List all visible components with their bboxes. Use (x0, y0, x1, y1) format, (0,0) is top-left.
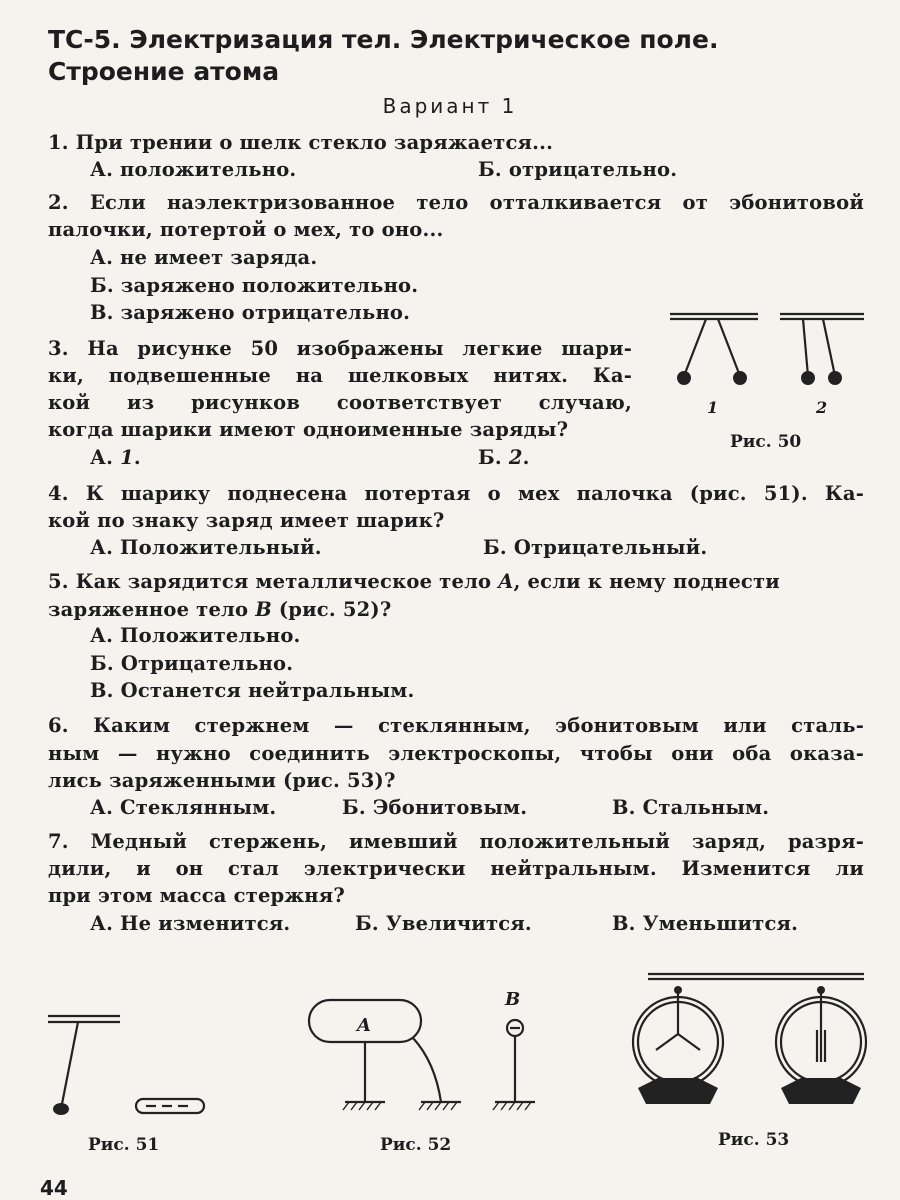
title-line-1: ТС-5. Электризация тел. Электрическое поле. (48, 25, 719, 54)
title-line-2: Строение атома (48, 57, 280, 86)
fig51-caption: Рис. 51 (88, 1135, 160, 1155)
fig52-label-a: A (357, 1015, 371, 1036)
question-5-line-2: заряженное тело B (рис. 52)? (48, 598, 392, 621)
question-7-line-1: 7. Медный стержень, имевший положительный заряд, разря- (48, 830, 864, 853)
question-7-line-2: дили, и он стал электрически нейтральным. Изменится ли (48, 857, 864, 880)
page-title (48, 24, 718, 88)
q5-option-b: Б. Отрицательно. (90, 652, 294, 675)
q7-option-a: А. Не изменится. (90, 912, 291, 935)
question-2-line-2: палочки, потертой о мех, то оно... (48, 218, 444, 241)
variant-heading: Вариант 1 (382, 94, 518, 118)
figure-50 (668, 308, 868, 408)
fig53-caption: Рис. 53 (718, 1130, 790, 1150)
question-7-line-3: при этом масса стержня? (48, 884, 345, 907)
q2-option-c: В. заряжено отрицательно. (90, 301, 411, 324)
question-3-line-3: кой из рисунков соответствует случаю, (48, 391, 632, 414)
q4-option-a: А. Положительный. (90, 536, 322, 559)
figure-53 (628, 970, 878, 1110)
question-6-line-2: ным — нужно соединить электроскопы, чтобы они оба оказа- (48, 742, 864, 765)
q4-option-b: Б. Отрицательный. (483, 536, 708, 559)
question-1-text: 1. При трении о шелк стекло заряжается... (48, 131, 554, 154)
question-3-line-4: когда шарики имеют одноименные заряды? (48, 418, 569, 441)
q2-option-a: А. не имеет заряда. (90, 246, 318, 269)
figure-51 (44, 1012, 214, 1112)
question-4-line-1: 4. К шарику поднесена потертая о мех палочка (рис. 51). Ка- (48, 482, 864, 505)
question-4-line-2: кой по знаку заряд имеет шарик? (48, 509, 445, 532)
q5-option-c: В. Останется нейтральным. (90, 679, 415, 702)
fig52-label-b: B (505, 989, 521, 1010)
q1-option-b: Б. отрицательно. (478, 158, 678, 181)
question-3-line-2: ки, подвешенные на шелковых нитях. Ка- (48, 364, 632, 387)
fig52-caption: Рис. 52 (380, 1135, 452, 1155)
question-6-line-3: лись заряженными (рис. 53)? (48, 769, 396, 792)
q3-option-b: Б. 2. (478, 446, 530, 469)
question-5-line-1: 5. Как зарядится металлическое тело A, если к нему поднести (48, 570, 780, 593)
q5-option-a: А. Положительно. (90, 624, 301, 647)
fig50-caption: Рис. 50 (730, 432, 802, 452)
q1-option-a: А. положительно. (90, 158, 297, 181)
q7-option-c: В. Уменьшится. (612, 912, 799, 935)
q6-option-a: А. Стеклянным. (90, 796, 277, 819)
q3-option-a: А. 1. (90, 446, 141, 469)
page-number: 44 (40, 1176, 68, 1200)
fig50-label-2: 2 (816, 398, 828, 417)
question-3-line-1: 3. На рисунке 50 изображены легкие шари- (48, 337, 632, 360)
q6-option-c: В. Стальным. (612, 796, 770, 819)
question-6-line-1: 6. Каким стержнем — стеклянным, эбонитовым или сталь- (48, 714, 864, 737)
q2-option-b: Б. заряжено положительно. (90, 274, 419, 297)
q6-option-b: Б. Эбонитовым. (342, 796, 528, 819)
question-2-line-1: 2. Если наэлектризованное тело отталкивается от эбонитовой (48, 191, 864, 214)
q7-option-b: Б. Увеличится. (355, 912, 532, 935)
fig50-label-1: 1 (707, 398, 719, 417)
